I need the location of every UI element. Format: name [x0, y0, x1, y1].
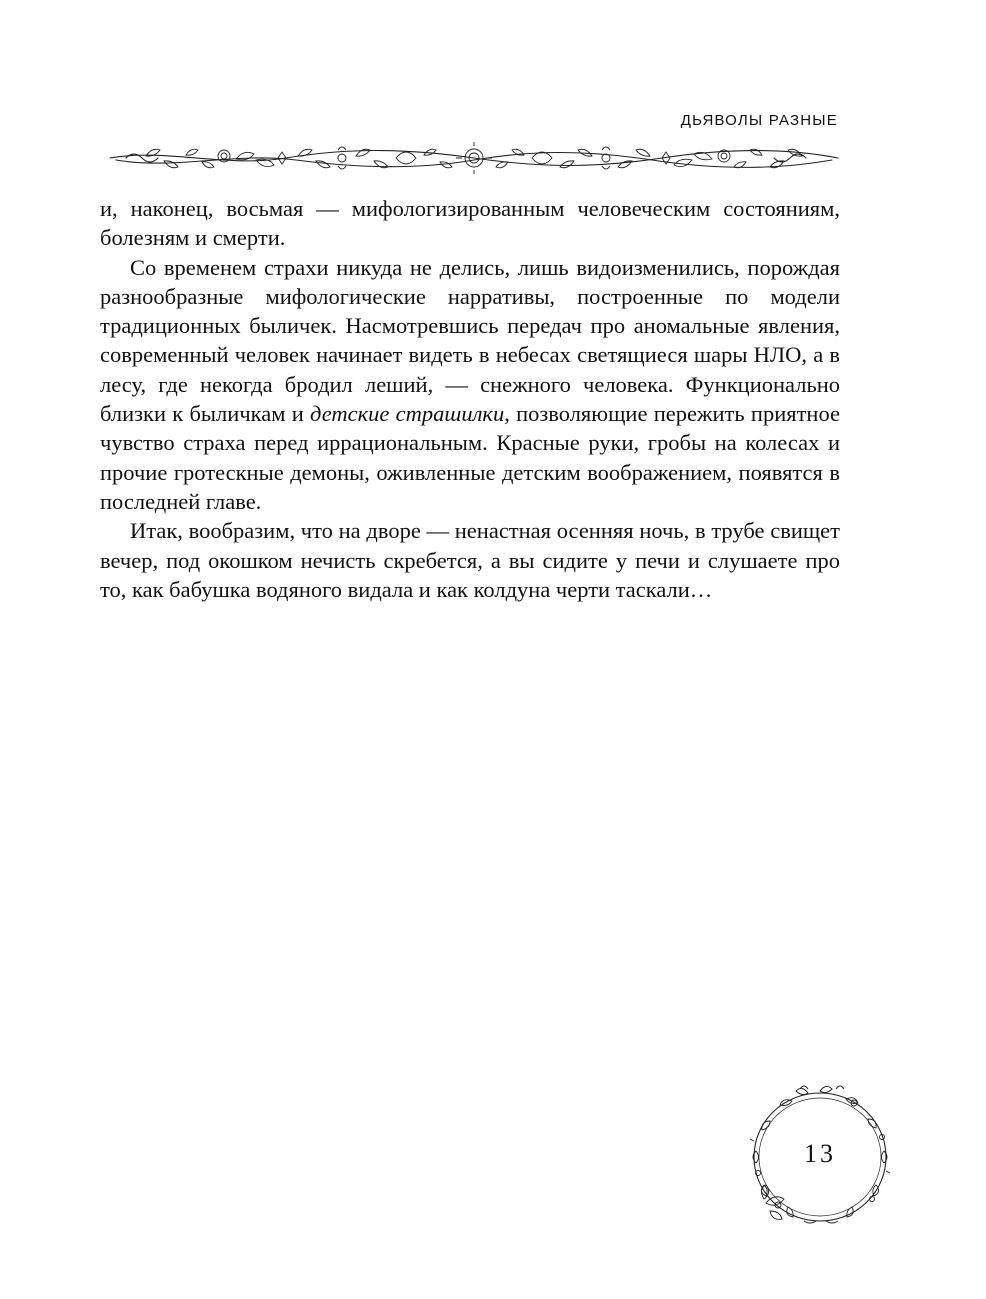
paragraph-2-text-before: Со временем страхи никуда не делись, лишь видоизменились, порождая разнообразные мифологические нарративы, построенные по модели традиционных быличек. Насмотревшись передач про аномальные явления, современный человек начинает видеть в небесах светящиеся шары НЛО, а в лесу, где некогда бродил леший, — снежного человека. Функционально близки к быличкам и [100, 254, 840, 427]
paragraph-2-text-after: , позволяющие пережить приятное чувство страха перед иррациональным. Красные руки, гробы на колесах и прочие гротескные демоны, оживленные детским воображением, появятся в последней главе. [100, 401, 840, 514]
floral-vine-ornament [106, 138, 842, 178]
body-text [100, 194, 840, 604]
folio [744, 1081, 896, 1231]
page-number: 13 [804, 1139, 836, 1168]
running-head: ДЬЯВОЛЫ РАЗНЫЕ [680, 112, 838, 129]
paragraph-2-italic-term: детские страшилки [310, 401, 505, 427]
paragraph-1: и, наконец, восьмая — мифологизированным человеческим состояниям, болезням и смерти. [100, 196, 840, 251]
paragraph-3: Итак, вообразим, что на дворе — ненастная осенняя ночь, в трубе свищет вечер, под окошком нечисть скребется, а вы сидите у печи и слушаете про то, как бабушка водяного видала и как колдуна черти таскали… [100, 518, 840, 602]
paragraph-2 [100, 253, 840, 517]
